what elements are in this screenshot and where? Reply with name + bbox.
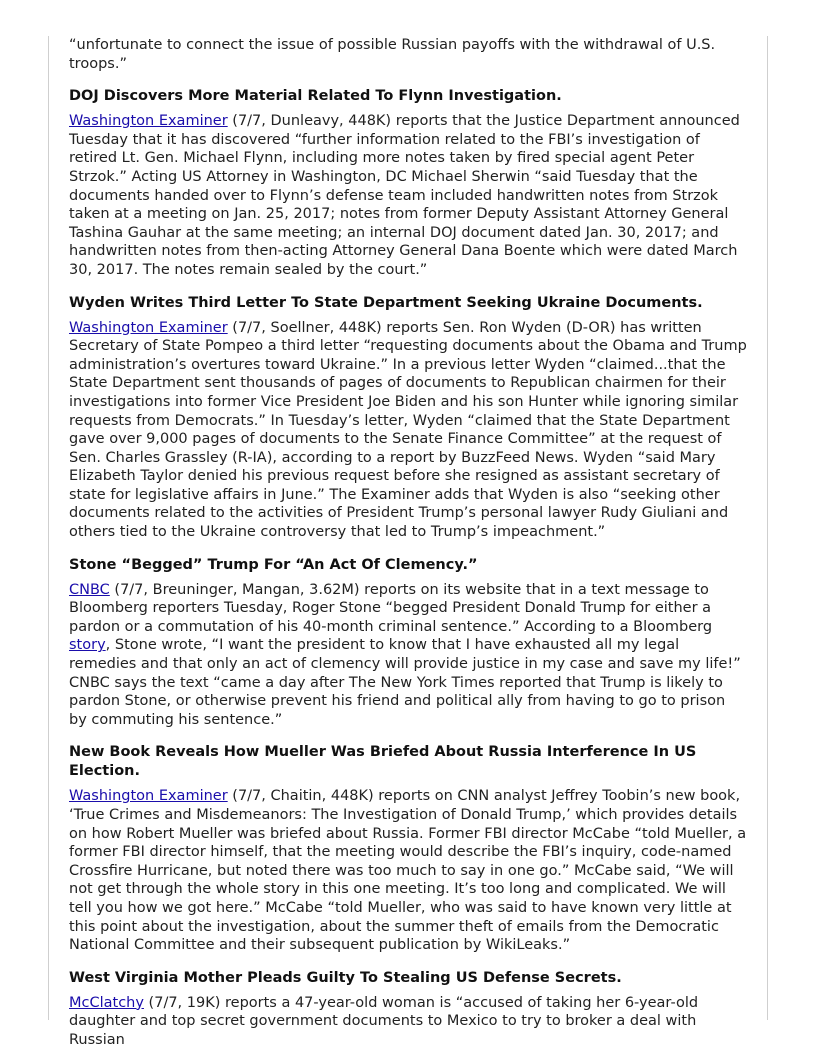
story-text: (7/7, 19K) reports a 47-year-old woman is “accused of taking her 6-year-old daughter and top secret government documents to Mexico to try to broker a deal with Russian — [69, 994, 699, 1048]
story-west-virginia — [69, 969, 747, 1050]
story-headline: Wyden Writes Third Letter To State Department Seeking Ukraine Documents. — [69, 294, 703, 311]
story-headline: DOJ Discovers More Material Related To Flynn Investigation. — [69, 88, 562, 105]
story-mueller-book — [69, 743, 747, 954]
source-link[interactable]: McClatchy — [69, 994, 144, 1011]
story-body — [69, 787, 747, 954]
document-page — [48, 36, 768, 1048]
story-body — [69, 994, 747, 1050]
continued-paragraph: “unfortunate to connect the issue of possible Russian payoffs with the withdrawal of U.S. troops.” — [69, 37, 716, 72]
story-body — [69, 319, 747, 542]
story-text: , Stone wrote, “I want the president to know that I have exhausted all my legal remedies and that only an act of clemency will provide justice in my case and save my life!” CNBC says the text “came a day after The New York Times reported that Trump is likely to pardon Stone, or otherwise prevent his friend and political ally from having to go to prison by commuting his sentence.” — [69, 637, 741, 728]
document-content — [49, 36, 767, 1050]
story-wyden — [69, 294, 747, 542]
story-headline: New Book Reveals How Mueller Was Briefed About Russia Interference In US Election. — [69, 744, 697, 780]
story-body — [69, 112, 747, 279]
source-link[interactable]: Washington Examiner — [69, 788, 228, 805]
story-text: (7/7, Chaitin, 448K) reports on CNN analyst Jeffrey Toobin’s new book, ‘True Crimes and Misdemeanors: The Investigation of Donald Trump,’ which provides details on how Robert Mueller was briefed about Russia. Former FBI director McCabe “told Mueller, a former FBI director himself, that the meeting would describe the FBI’s inquiry, code-named Crossfire Hurricane, but noted there was too much to say in one go.” McCabe said, “We will not get through the whole story in this one meeting. It’s too long and complicated. We will tell you how we got here.” McCabe “told Mueller, who was said to have known very little at this point about the investigation, about the summer theft of emails from the Democratic National Committee and their subsequent publication by WikiLeaks.” — [69, 788, 747, 954]
story-headline: West Virginia Mother Pleads Guilty To Stealing US Defense Secrets. — [69, 969, 622, 986]
source-link[interactable]: Washington Examiner — [69, 319, 228, 336]
story-stone — [69, 556, 747, 730]
story-text: (7/7, Breuninger, Mangan, 3.62M) reports on its website that in a text message to Bloomberg reporters Tuesday, Roger Stone “begged President Donald Trump for either a pardon or a commutation of his 40-month criminal sentence.” According to a Bloomberg — [69, 581, 713, 635]
source-link[interactable]: Washington Examiner — [69, 113, 228, 130]
story-text: (7/7, Soellner, 448K) reports Sen. Ron Wyden (D-OR) has written Secretary of State Pompeo a third letter “requesting documents about the Obama and Trump administration’s overtures toward Ukraine.” In a previous letter Wyden “claimed...that the State Department sent thousands of pages of documents to Republican chairmen for their investigations into former Vice President Joe Biden and his son Hunter while ignoring similar requests from Democrats.” In Tuesday’s letter, Wyden “claimed that the State Department gave over 9,000 pages of documents to the Senate Finance Committee” at the request of Sen. Charles Grassley (R-IA), according to a report by BuzzFeed News. Wyden “said Mary Elizabeth Taylor denied his previous request before she resigned as assistant secretary of state for legislative affairs in June.” The Examiner adds that Wyden is also “seeking other documents related to the activities of President Trump’s personal lawyer Rudy Giuliani and others tied to the Ukraine controversy that led to Trump’s impeachment.” — [69, 319, 747, 541]
story-text: (7/7, Dunleavy, 448K) reports that the Justice Department announced Tuesday that it has discovered “further information related to the FBI’s investigation of retired Lt. Gen. Michael Flynn, including more notes taken by fired special agent Peter Strzok.” Acting US Attorney in Washington, DC Michael Sherwin “said Tuesday that the documents handed over to Flynn’s defense team included handwritten notes from Strzok taken at a meeting on Jan. 25, 2017; notes from former Deputy Assistant Attorney General Tashina Gauhar at the same meeting; an internal DOJ document dated Jan. 30, 2017; and handwritten notes from then-acting Attorney General Dana Boente which were dated March 30, 2017. The notes remain sealed by the court.” — [69, 113, 740, 278]
story-body — [69, 581, 747, 730]
bloomberg-story-link[interactable]: story — [69, 637, 106, 654]
story-flynn — [69, 87, 747, 279]
story-headline: Stone “Begged” Trump For “An Act Of Clemency.” — [69, 556, 478, 573]
source-link[interactable]: CNBC — [69, 581, 110, 598]
